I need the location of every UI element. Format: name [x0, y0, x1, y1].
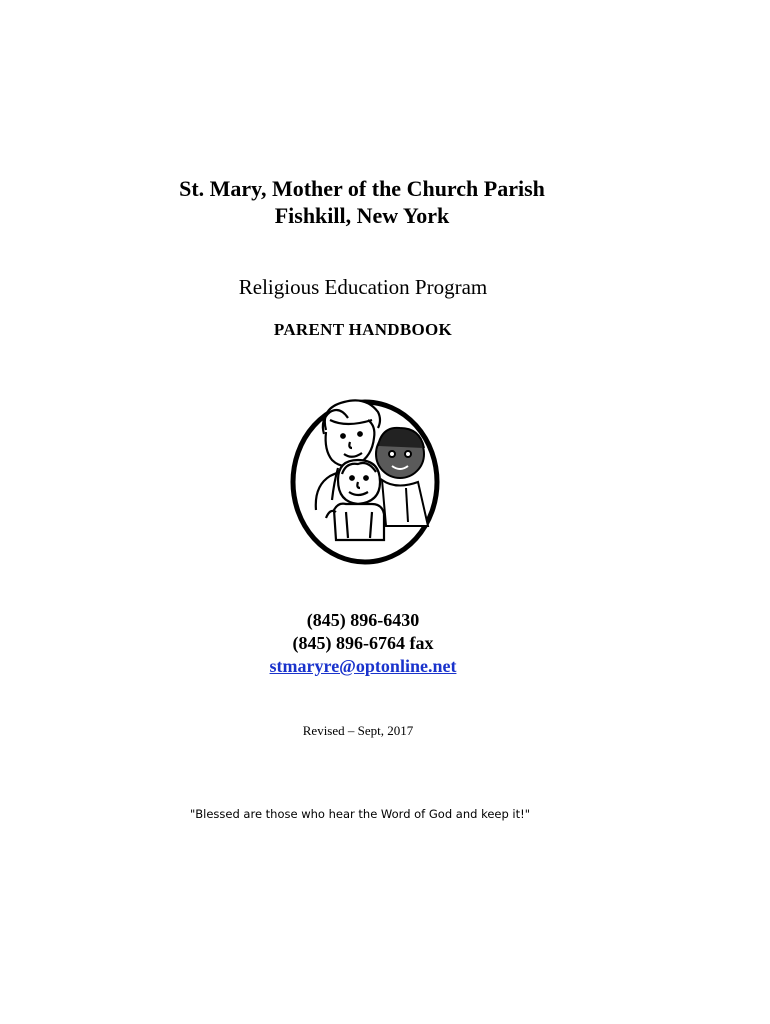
email-link[interactable]: stmaryre@optonline.net: [269, 656, 457, 676]
program-title: Religious Education Program: [238, 275, 488, 299]
email-line: [0, 656, 748, 677]
family-illustration-icon: [286, 390, 444, 570]
parish-location: Fishkill, New York: [274, 203, 450, 228]
scripture-quote: "Blessed are those who hear the Word of God and keep it!": [189, 807, 531, 821]
revised-date: Revised – Sept, 2017: [302, 723, 414, 738]
fax-number: (845) 896-6764 fax: [292, 633, 434, 653]
parish-name: St. Mary, Mother of the Church Parish: [179, 176, 545, 201]
phone-number: (845) 896-6430: [306, 610, 420, 630]
handbook-title: PARENT HANDBOOK: [273, 320, 453, 339]
